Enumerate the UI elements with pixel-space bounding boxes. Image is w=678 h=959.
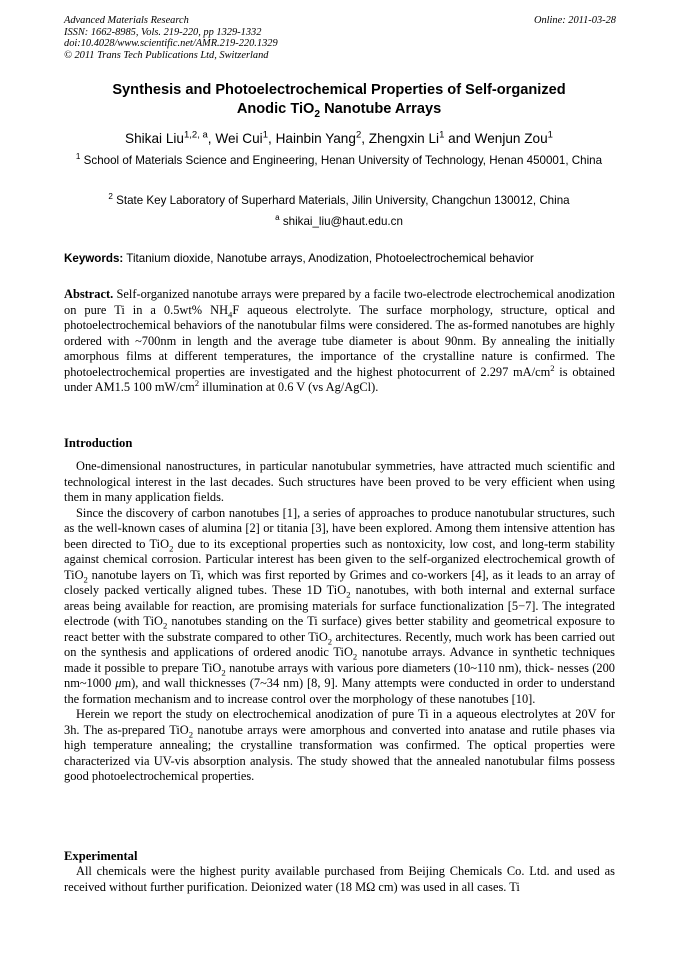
abstract-superscript: 2 <box>194 377 200 388</box>
title-line-1: Synthesis and Photoelectrochemical Properties of Self-organized <box>112 82 566 98</box>
paragraph-text: nanotubes standing on the Ti surface) gives better stability and geometrical exposure to react better with the substrate compared to other TiO <box>64 614 615 644</box>
journal-header <box>64 15 616 61</box>
author-name: Zhengxin Li <box>368 131 440 146</box>
paragraph-text: architectures. Recently, much work has been carried out on the synthesis and applications of ordered anodic TiO <box>64 629 615 659</box>
author-affil-mark: 2 <box>355 129 362 141</box>
experimental-paragraph-1: All chemicals were the highest purity available purchased from Beijing Chemicals Co. Ltd. and used as received without further purification. Deionized water (18 MΩ cm) was used in all cases. Ti <box>64 864 615 894</box>
title-line-2 <box>64 100 614 119</box>
subscript: 2 <box>169 542 174 553</box>
online-date: Online: 2011-03-28 <box>533 15 616 26</box>
author-affil-mark: 1 <box>547 129 553 141</box>
abstract-subscript: 4 <box>228 308 233 319</box>
author-email <box>64 214 614 229</box>
author-separator: , <box>268 131 276 146</box>
paragraph-text: nanotube arrays with various pore diameters (10~110 nm), thick- nesses (200 nm~1000 <box>64 660 616 690</box>
abstract-superscript: 2 <box>550 362 555 373</box>
paragraph-text: nanotube arrays. Advance in synthetic techniques made it possible to prepare TiO <box>64 645 615 675</box>
abstract <box>64 287 615 396</box>
abstract-text: Self-organized nanotube arrays were prepared by a facile two-electrode electrochemical anodization on pure Ti in a 0.5wt% NH <box>64 287 615 317</box>
author-affil-mark: 1 <box>262 129 268 141</box>
doi-line: doi:10.4028/www.scientific.net/AMR.219-220.1329 <box>64 38 278 50</box>
keywords-text: Titanium dioxide, Nanotube arrays, Anodization, Photoelectrochemical behavior <box>126 252 534 265</box>
affiliation-text: State Key Laboratory of Superhard Materials, Jilin University, Changchun 130012, China <box>116 194 570 207</box>
keywords <box>64 251 616 266</box>
mu-symbol: μ <box>115 676 122 690</box>
abstract-text: is obtained under AM1.5 100 mW/cm <box>64 364 615 394</box>
author-separator: , <box>207 131 216 146</box>
subscript: 2 <box>188 728 194 739</box>
subscript: 2 <box>221 666 226 677</box>
abstract-text: F aqueous electrolyte. The surface morphology, structure, optical and photoelectrochemical behaviors of the nanotubular films were considered. The as-formed nanotubes are highly ordered with ~700nm in length and the average tube diameter is about 90nm. By annealing the initially amorphous films at different temperatures, the importance of the crystalline nature is confirmed. The photoelectrochemical properties are investigated and the highest photocurrent of 2.297 mA/cm <box>64 302 615 379</box>
author-name: Hainbin Yang <box>275 131 356 146</box>
paragraph-text: Since the discovery of carbon nanotubes [1], a series of approaches to produce nanotubular structures, such as the well-known cases of alumina [2] or titania [3], have been explored. Among them intensive attention has been directed to TiO <box>64 505 615 551</box>
subscript: 2 <box>162 620 168 631</box>
experimental-body <box>64 864 615 895</box>
author-separator: and <box>444 131 475 146</box>
paragraph-text: due to its exceptional properties such as nontoxicity, low cost, and long-term stability against chemical corrosion. Particular interest has been given to the self-organized electrochemical growth of TiO <box>64 536 615 582</box>
title-text: Nanotube Arrays <box>320 101 442 117</box>
affiliation-mark: 1 <box>75 152 81 162</box>
paragraph-text: nanotubes, with both internal and external surface areas being available for reaction, are promising materials for surface functionalization [5−7]. The integrated electrode (with TiO <box>64 583 615 628</box>
author-affil-mark: 1 <box>439 129 445 141</box>
subscript: 2 <box>327 635 333 646</box>
title-text: Anodic TiO <box>236 101 315 117</box>
paragraph-text: nanotube layers on Ti, which was first reported by Grimes and co-workers [4], as it leads to an array of closely packed vertically aligned tubes. These 1D TiO <box>64 567 615 597</box>
affiliation-text: School of Materials Science and Engineering, Henan University of Technology, Henan 450001, China <box>83 154 603 167</box>
author-name: Shikai Liu <box>125 131 184 146</box>
introduction-paragraph-3 <box>64 707 615 785</box>
subscript: 2 <box>352 651 358 662</box>
introduction-body <box>64 459 615 785</box>
introduction-paragraph-1: One-dimensional nanostructures, in particular nanotubular symmetries, have attracted much scientific and technological interest in the last decades. Such structures have been proved to be very efficient when using them in many application fields. <box>64 459 615 504</box>
experimental-heading: Experimental <box>64 849 138 863</box>
copyright-line: © 2011 Trans Tech Publications Ltd, Switzerland <box>64 49 269 61</box>
keywords-label: Keywords: <box>64 252 124 265</box>
email-link[interactable]: shikai_liu@haut.edu.cn <box>282 215 403 228</box>
introduction-paragraph-2 <box>64 506 615 708</box>
paragraph-text: nanotube arrays were amorphous and converted into anatase and rutile phases via high temperature annealing; the crystalline transformation was confirmed. The optical properties were characterized via UV-vis absorption analysis. The study showed that the annealed nanotubular films possess good photoelectrochemical properties. <box>64 722 616 783</box>
affiliation-1 <box>64 153 614 168</box>
abstract-label: Abstract. <box>64 287 114 301</box>
affiliation-2 <box>64 193 614 208</box>
author-name: Wenjun Zou <box>474 131 548 146</box>
paragraph-text: m), and wall thicknesses (7~34 nm) [8, 9]. Many attempts were conducted in order to understand the formation mechanism and to increase control over the morphology of these nanotubes [10]. <box>64 676 615 706</box>
subscript: 2 <box>346 589 351 600</box>
journal-name: Advanced Materials Research <box>64 15 189 26</box>
affiliation-mark: 2 <box>108 192 113 202</box>
title-subscript: 2 <box>314 108 321 120</box>
author-affil-mark: 1,2, a <box>183 129 208 141</box>
author-name: Wei Cui <box>215 131 263 146</box>
subscript: 2 <box>83 573 88 584</box>
author-separator: , <box>361 131 369 146</box>
abstract-text: illumination at 0.6 V (vs Ag/AgCl). <box>199 380 379 394</box>
author-list <box>64 130 614 147</box>
email-mark: a <box>275 213 280 223</box>
introduction-heading: Introduction <box>64 436 133 450</box>
paper-title <box>64 81 614 119</box>
issn-line: ISSN: 1662-8985, Vols. 219-220, pp 1329-1332 <box>64 26 262 38</box>
paragraph-text: Herein we report the study on electrochemical anodization of pure Ti in a aqueous electrolytes at 20V for 3h. The as-prepared TiO <box>64 707 615 737</box>
